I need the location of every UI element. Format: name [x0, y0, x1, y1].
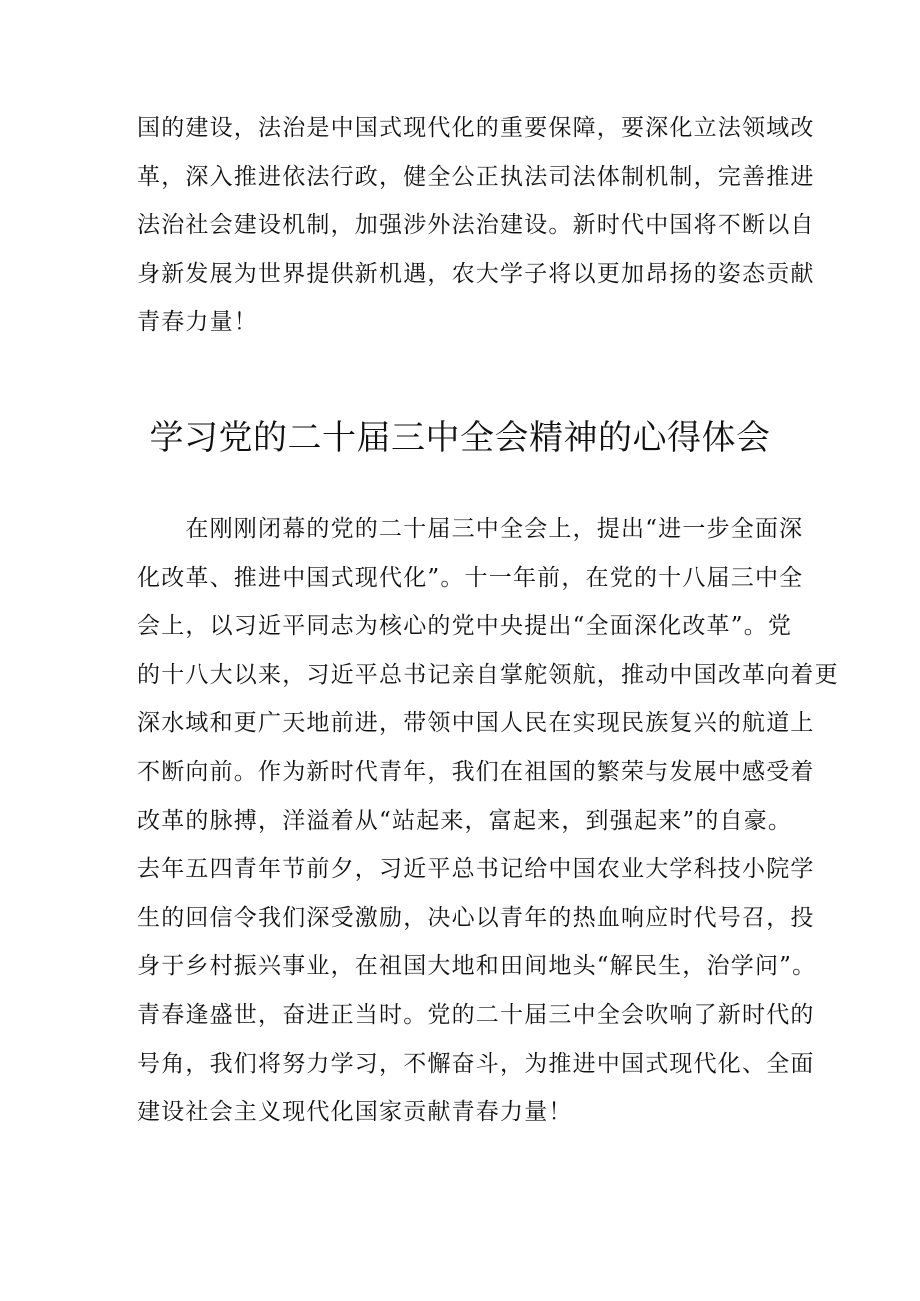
paragraph-line: 革，深入推进依法行政，健全公正执法司法体制机制，完善推进: [137, 163, 815, 190]
paragraph-line: 生的回信令我们深受激励，决心以青年的热血响应时代号召，投: [137, 904, 815, 931]
paragraph-line: 建设社会主义现代化国家贡献青春力量！: [137, 1099, 573, 1126]
paragraph-line: 深水域和更广天地前进，带领中国人民在实现民族复兴的航道上: [137, 710, 815, 737]
previous-essay-ending-paragraph: [137, 104, 815, 347]
paragraph-line: 青春力量！: [137, 309, 258, 335]
paragraph-line: 青春逢盛世，奋进正当时。党的二十届三中全会吹响了新时代的: [137, 1001, 815, 1028]
paragraph-line: 化改革、推进中国式现代化”。十一年前，在党的十八届三中全: [137, 564, 804, 591]
paragraph-line: 身新发展为世界提供新机遇，农大学子将以更加昂扬的姿态贡献: [137, 260, 815, 287]
paragraph-line: 在刚刚闭幕的党的二十届三中全会上，提出“进一步全面深: [137, 516, 804, 542]
paragraph-line: 国的建设，法治是中国式现代化的重要保障，要深化立法领域改: [137, 115, 815, 141]
paragraph-line: 号角，我们将努力学习，不懈奋斗，为推进中国式现代化、全面: [137, 1050, 815, 1077]
paragraph-line: 去年五四青年节前夕，习近平总书记给中国农业大学科技小院学: [137, 856, 815, 883]
paragraph-line: 身于乡村振兴事业，在祖国大地和田间地头“解民生，治学问”。: [137, 953, 817, 980]
paragraph-line: 会上，以习近平同志为核心的党中央提出“全面深化改革”。党: [137, 613, 793, 640]
paragraph-line: 改革的脉搏，洋溢着从“站起来，富起来，到强起来”的自豪。: [137, 807, 793, 834]
essay-title: 学习党的二十届三中全会精神的心得体会: [149, 418, 771, 458]
essay-body-paragraph: [137, 505, 839, 1137]
paragraph-line: 不断向前。作为新时代青年，我们在祖国的繁荣与发展中感受着: [137, 758, 815, 785]
paragraph-line: 的十八大以来，习近平总书记亲自掌舵领航，推动中国改革向着更: [137, 661, 839, 688]
paragraph-line: 法治社会建设机制，加强涉外法治建设。新时代中国将不断以自: [137, 212, 815, 238]
